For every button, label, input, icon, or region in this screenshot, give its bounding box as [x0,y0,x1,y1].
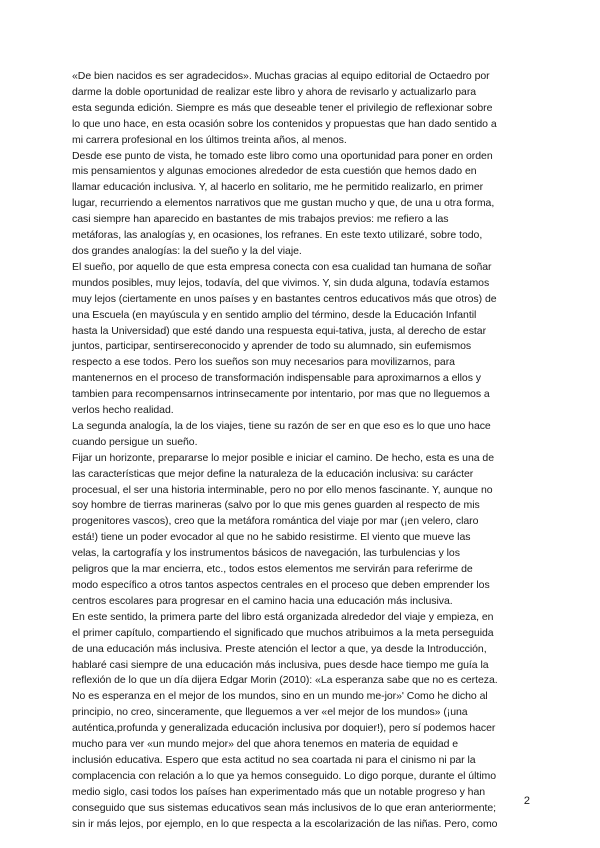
text-line: mantenernos en el proceso de transformación indispensable para aproximarnos a ellos y [72,372,481,385]
text-line: metáforas, las analogías y, en ocasiones, los refranes. En este texto utilizaré, sobre todo, [72,229,483,242]
text-line: soy hombre de tierras marineras (salvo por lo que mis genes guarden al respecto de mis [72,499,480,512]
text-line: lugar, recurriendo a elementos narrativos que me gustan mucho y que, de una u otra forma, [72,197,495,210]
text-line: progenitores vascos), creo que la metáfora romántica del viaje por mar (¡en velero, claro [72,515,479,528]
text-line: centros escolares para progresar en el camino hacia una educación más inclusiva. [72,594,453,607]
paragraph [72,69,528,149]
page-number: 2 [523,795,530,807]
paragraph [72,451,528,610]
body-text [72,69,528,833]
text-line: velas, la cartografía y los instrumentos básicos de navegación, las turbulencias y los [72,547,460,560]
paragraph [72,260,528,419]
text-line: medio siglo, casi todos los países han experimentado más que un notable progreso y han [72,785,486,798]
text-line: dos grandes analogías: la del sueño y la del viaje. [72,244,302,257]
text-line: hablaré casi siempre de una educación más inclusiva, pues desde hace tiempo me guía la [72,658,489,671]
text-line: «De bien nacidos es ser agradecidos». Muchas gracias al equipo editorial de Octaedro por [72,70,490,82]
text-line: reflexión de lo que un día dijera Edgar Morin (2010): «La esperanza sabe que no es certeza. [72,674,498,687]
text-line: una Escuela (en mayúscula y en sentido amplio del término, desde la Educación Infantil [72,308,477,321]
text-line: mundos posibles, muy lejos, todavía, del que vivimos. Y, sin duda alguna, todavía estamos [72,276,490,289]
text-line: complacencia con relación a lo que ya hemos conseguido. Lo digo porque, durante el último [72,769,496,782]
text-line: En este sentido, la primera parte del libro está organizada alrededor del viaje y empieza, en [72,610,494,623]
text-line: procesual, el ser una historia interminable, pero no por ello menos fascinante. Y, aunque no [72,483,493,496]
text-line: de una educación más inclusiva. Preste atención el lector a que, ya desde la Introducción, [72,642,487,655]
paragraph [72,610,528,833]
text-line: inclusión educativa. Espero que esta actitud no sea coartada ni para el cinismo ni par la [72,753,476,766]
text-line: darme la doble oportunidad de realizar este libro y ahora de revisarlo y actualizarlo para [72,85,477,98]
text-line: cuando persigue un sueño. [72,435,198,448]
paragraph [72,419,528,451]
text-line: principio, no creo, sinceramente, que lleguemos a ver «el mejor de los mundos» (¡una [72,706,468,719]
text-line: el primer capítulo, compartiendo el significado que muchos atribuimos a la meta perseguida [72,626,494,639]
text-line: No es esperanza en el mejor de los mundos, sino en un mundo me-jor»' Como he dicho al [72,690,488,703]
text-line: sin ir más lejos, por ejemplo, en lo que respecta a la escolarización de las niñas. Pero, como [72,817,498,830]
text-line: mis pensamientos y algunas emociones alrededor de esta cuestión que hemos dado en [72,165,477,178]
text-line: modo específico a otros tantos aspectos centrales en el proceso que deben emprender los [72,579,490,591]
text-line: respecto a ese todos. Pero los sueños son muy necesarios para movilizarnos, para [72,356,455,369]
text-line: tambien para recompensarnos intrinsecamente por intentario, por mas que no lleguemos a [72,388,490,401]
text-line: mi carrera profesional en los últimos treinta años, al menos. [72,133,347,146]
text-line: La segunda analogía, la de los viajes, tiene su razón de ser en que eso es lo que uno hace [72,419,491,432]
text-line: Fijar un horizonte, prepararse lo mejor posible e iniciar el camino. De hecho, esta es una de [72,451,494,464]
text-line: las características que mejor define la naturaleza de la educación inclusiva: su carácter [72,467,474,480]
text-line: El sueño, por aquello de que esta empresa conecta con esa cualidad tan humana de soñar [72,260,492,273]
text-line: verlos hecho realidad. [72,404,174,417]
text-line: hasta la Universidad) que esté dando una respuesta equi-tativa, justa, al derecho de estar [72,324,487,337]
text-line: conseguido que sus sistemas educativos sean más inclusivos de lo que eran anteriormente; [72,801,497,814]
text-line: mucho para ver «un mundo mejor» del que ahora tenemos en materia de equidad e [72,738,459,751]
text-line: está!) tiene un poder evocador al que no he sabido resistirme. El viento que mueve las [72,531,471,544]
paragraph [72,149,528,260]
text-line: peligros que la mar encierra, etc., todos estos elementos me servirán para referirme de [72,563,473,576]
text-line: casi siempre han aparecido en bastantes de mis trabajos previos: me refiero a las [72,213,449,226]
text-line: Desde ese punto de vista, he tomado este libro como una oportunidad para poner en orden [72,149,493,162]
text-line: juntos, participar, sentirsereconocido y aprender de todo su alumnado, sin eufemismos [72,340,472,353]
text-line: esta segunda edición. Siempre es más que deseable tener el privilegio de reflexionar sobre [72,101,493,114]
text-line: auténtica,profunda y generalizada educación inclusiva por doquier!), pero sí podemos hacer [72,722,496,735]
text-line: lo que uno hace, en esta ocasión sobre los contenidos y propuestas que han dado sentido a [72,117,497,130]
text-line: muy lejos (ciertamente en unos países y en bastantes centros educativos más que otros) de [72,292,497,305]
text-line: llamar educación inclusiva. Y, al hacerlo en solitario, me he permitido realizarlo, en primer [72,181,484,194]
